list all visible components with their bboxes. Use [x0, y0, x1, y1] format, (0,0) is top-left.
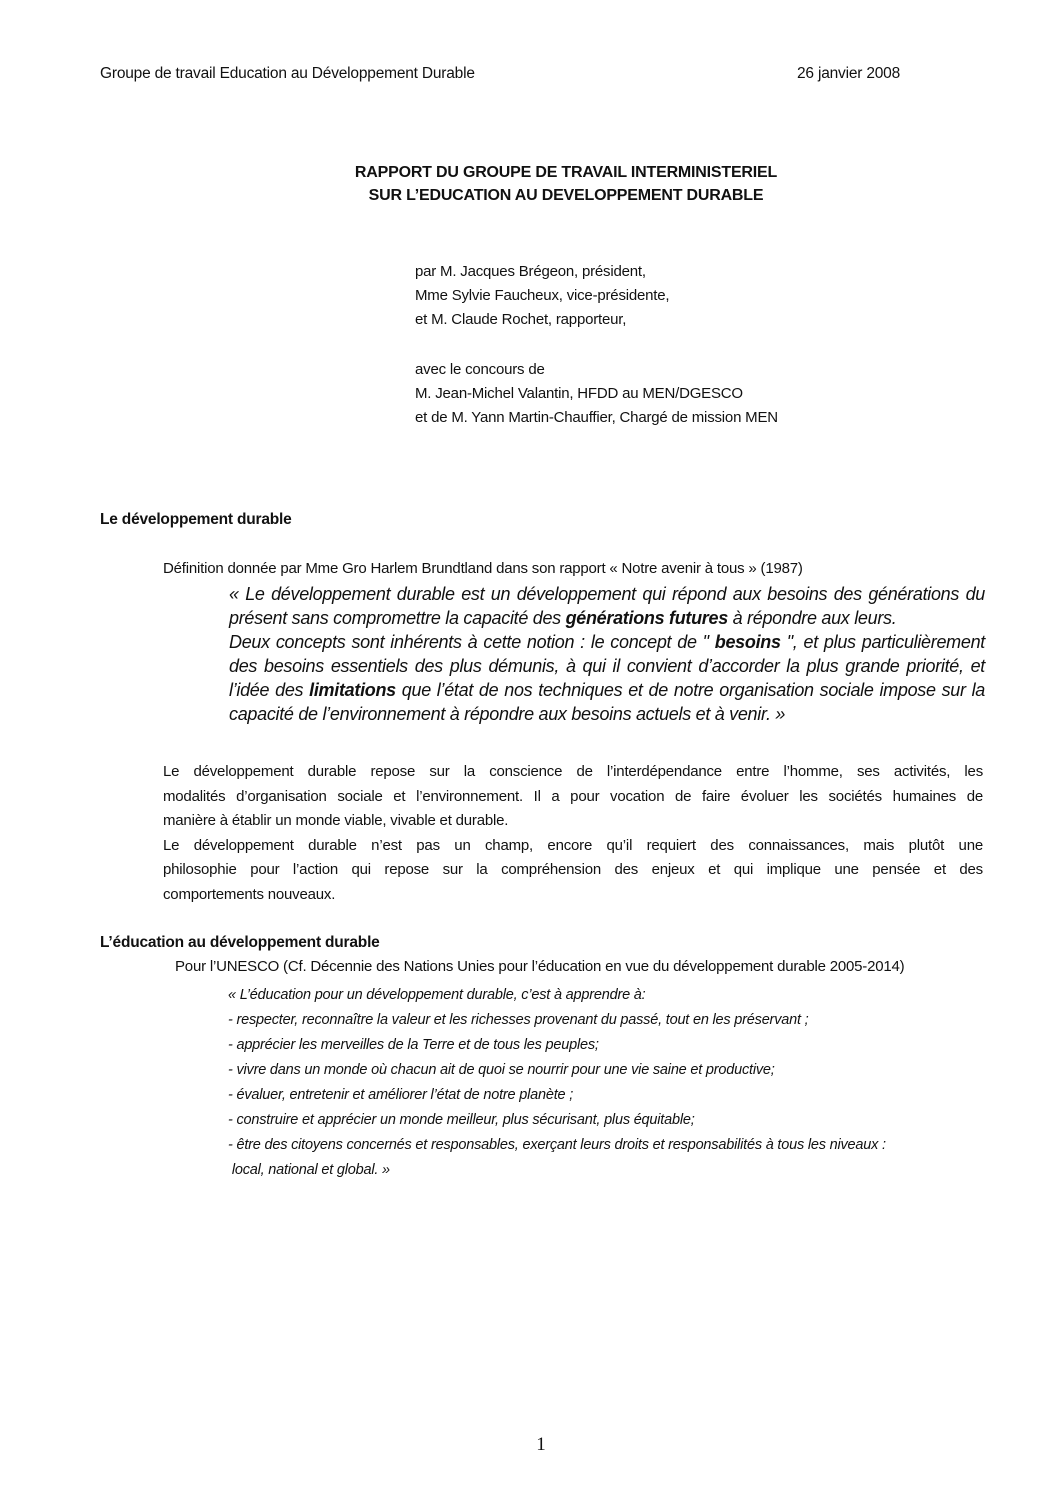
- brundtland-quote: [229, 582, 985, 726]
- running-header-date: 26 janvier 2008: [797, 65, 900, 82]
- paragraph-line: modalités d’organisation sociale et l’environnement. Il a pour vocation de faire évoluer les sociétés humaines de: [163, 787, 983, 805]
- author-line: Mme Sylvie Faucheux, vice-présidente,: [415, 287, 670, 304]
- section-heading-education-dd: L’éducation au développement durable: [100, 934, 380, 951]
- contributor-line: avec le concours de: [415, 361, 545, 378]
- quote-line: des besoins essentiels des plus démunis, à qui il convient d’accorder la plus grande priorité, et: [229, 656, 985, 676]
- list-item: - construire et apprécier un monde meilleur, plus sécurisant, plus équitable;: [228, 1112, 695, 1128]
- paragraph-line: Le développement durable repose sur la conscience de l’interdépendance entre l’homme, ses activités, les: [163, 763, 983, 780]
- quote-line: Deux concepts sont inhérents à cette notion : le concept de " besoins ", et plus particulièrement: [229, 632, 985, 652]
- emphasis-generations-futures: générations futures: [565, 608, 728, 628]
- quote-line: « Le développement durable est un développement qui répond aux besoins des générations du: [229, 584, 985, 604]
- quote-line: capacité de l’environnement à répondre aux besoins actuels et à venir. »: [229, 704, 786, 724]
- page-number: 1: [536, 1434, 546, 1455]
- quote-line: présent sans compromettre la capacité des générations futures à répondre aux leurs.: [229, 608, 897, 628]
- contributor-line: M. Jean-Michel Valantin, HFDD au MEN/DGESCO: [415, 385, 743, 402]
- paragraph-line: Le développement durable n’est pas un champ, encore qu’il requiert des connaissances, mais plutôt une: [163, 836, 983, 854]
- list-item: - respecter, reconnaître la valeur et les richesses provenant du passé, tout en les préservant ;: [228, 1012, 809, 1028]
- author-line: et M. Claude Rochet, rapporteur,: [415, 311, 627, 328]
- list-item: - vivre dans un monde où chacun ait de quoi se nourrir pour une vie saine et productive;: [228, 1062, 775, 1078]
- author-line: par M. Jacques Brégeon, président,: [415, 263, 646, 280]
- running-header-left: Groupe de travail Education au Développement Durable: [100, 65, 475, 82]
- list-item: - évaluer, entretenir et améliorer l’état de notre planète ;: [228, 1087, 574, 1103]
- list-item: - être des citoyens concernés et responsables, exerçant leurs droits et responsabilités à tous les niveaux :: [228, 1137, 886, 1153]
- paragraph-line: manière à établir un monde viable, vivable et durable.: [163, 812, 509, 829]
- paragraph-line: philosophie pour l’action qui repose sur la compréhension des enjeux et qui implique une pensée et des: [163, 861, 983, 878]
- report-title-line-2: SUR L’EDUCATION AU DEVELOPPEMENT DURABLE: [368, 187, 764, 204]
- list-item: - apprécier les merveilles de la Terre et de tous les peuples;: [228, 1037, 599, 1053]
- definition-intro: Définition donnée par Mme Gro Harlem Brundtland dans son rapport « Notre avenir à tous » (1987): [163, 560, 803, 577]
- paragraph-interdependance: [163, 760, 983, 907]
- contributors-block: [415, 358, 778, 430]
- unesco-intro: Pour l’UNESCO (Cf. Décennie des Nations Unies pour l’éducation en vue du développement durable 2005-2014): [175, 958, 905, 975]
- paragraph-line: comportements nouveaux.: [163, 885, 336, 903]
- authors-block: [415, 260, 669, 332]
- contributor-line: et de M. Yann Martin-Chauffier, Chargé de mission MEN: [415, 409, 778, 426]
- list-item: local, national et global. »: [228, 1162, 390, 1178]
- report-title-line-1: RAPPORT DU GROUPE DE TRAVAIL INTERMINISTERIEL: [354, 164, 778, 181]
- list-item: « L’éducation pour un développement durable, c’est à apprendre à:: [228, 987, 646, 1003]
- emphasis-limitations: limitations: [309, 680, 396, 700]
- section-heading-developpement-durable: Le développement durable: [100, 511, 292, 528]
- quote-line: l’idée des limitations que l’état de nos techniques et de notre organisation sociale impose sur la: [229, 680, 985, 700]
- unesco-quote-list: [228, 983, 886, 1183]
- emphasis-besoins: besoins: [714, 632, 781, 652]
